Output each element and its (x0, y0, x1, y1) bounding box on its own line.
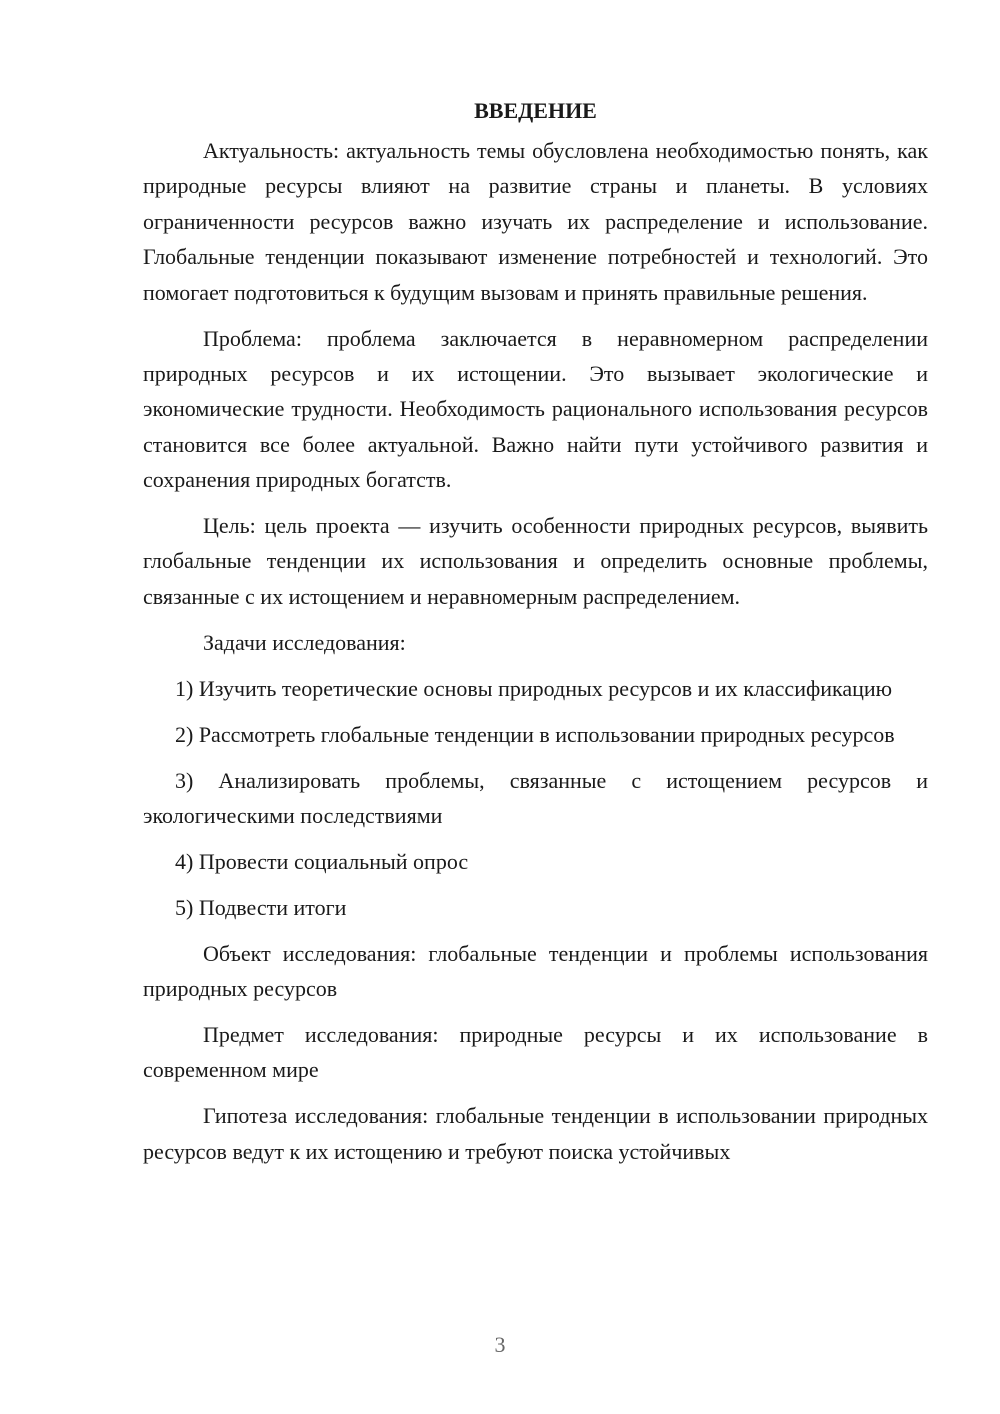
document-body (143, 93, 928, 1180)
task-item: 5) Подвести итоги (175, 894, 347, 920)
object-paragraph: Объект исследования: глобальные тенденции и проблемы использования природных ресурсов (143, 940, 928, 1002)
task-item: 4) Провести социальный опрос (175, 848, 469, 874)
task-item: 2) Рассмотреть глобальные тенденции в использовании природных ресурсов (175, 721, 895, 747)
task-item: 3) Анализировать проблемы, связанные с истощением ресурсов и экологическими последствиями (143, 767, 928, 828)
problem-paragraph: Проблема: проблема заключается в неравномерном распределении природных ресурсов и их истощении. Это вызывает экологические и экономические трудности. Необходимость рационального использования ресурсов становится все более актуальной. Важно найти пути устойчивого развития и сохранения природных богатств. (143, 325, 928, 493)
relevance-paragraph: Актуальность: актуальность темы обусловлена необходимостью понять, как природные ресурсы влияют на развитие страны и планеты. В условиях ограниченности ресурсов важно изучать их распределение и использование. Глобальные тенденции показывают изменение потребностей и технологий. Это помогает подготовиться к будущим вызовам и принять правильные решения. (143, 138, 928, 305)
section-heading: ВВЕДЕНИЕ (474, 98, 597, 123)
goal-paragraph: Цель: цель проекта — изучить особенности природных ресурсов, выявить глобальные тенденции их использования и определить основные проблемы, связанные с их истощением и неравномерным распределением. (143, 513, 928, 609)
page-number: 3 (494, 1332, 506, 1357)
tasks-intro: Задачи исследования: (203, 629, 406, 655)
task-item: 1) Изучить теоретические основы природных ресурсов и их классификацию (175, 675, 893, 701)
subject-paragraph: Предмет исследования: природные ресурсы и их использование в современном мире (143, 1021, 928, 1083)
hypothesis-paragraph: Гипотеза исследования: глобальные тенденции в использовании природных ресурсов ведут к их истощению и требуют поиска устойчивых (143, 1103, 928, 1164)
